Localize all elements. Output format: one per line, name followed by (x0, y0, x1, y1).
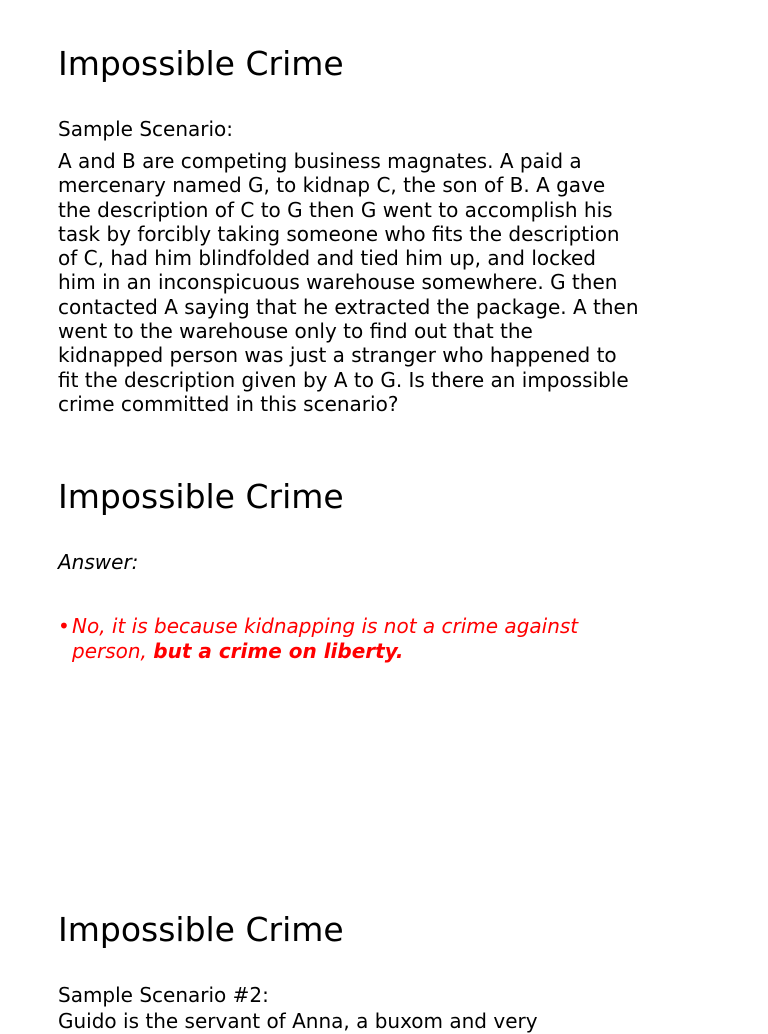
slide-3-title: Impossible Crime (58, 910, 344, 949)
bullet-line-2 (72, 639, 578, 664)
body-line: crime committed in this scenario? (58, 391, 399, 416)
slide-1-body (58, 149, 738, 416)
bullet-line-1: No, it is because kidnapping is not a crime against (72, 614, 579, 638)
answer-bullet (58, 614, 698, 666)
body-line: went to the warehouse only to find out that the (58, 319, 533, 344)
slide-1-title: Impossible Crime (58, 44, 344, 83)
body-line: of C, had him blindfolded and tied him up, and locked (58, 246, 596, 271)
body-line: contacted A saying that he extracted the package. A then (58, 294, 639, 319)
body-line: the description of C to G then G went to accomplish his (58, 197, 613, 222)
body-line: him in an inconspicuous warehouse somewhere. G then (58, 270, 618, 295)
bullet-text (72, 614, 578, 663)
body-line: task by forcibly taking someone who fits the description (58, 221, 620, 246)
answer-label: Answer: (58, 550, 139, 574)
slide-3-partial-line: Guido is the servant of Anna, a buxom and very (58, 1009, 538, 1033)
bullet-line-2-emphasis: but a crime on liberty. (153, 638, 404, 663)
bullet-marker: • (58, 614, 70, 638)
bullet-line-2-regular: person, (72, 638, 154, 663)
slide-1-subtitle: Sample Scenario: (58, 117, 234, 141)
body-line: kidnapped person was just a stranger who happened to (58, 343, 617, 368)
body-line: mercenary named G, to kidnap C, the son of B. A gave (58, 173, 606, 198)
body-line: fit the description given by A to G. Is there an impossible (58, 367, 629, 392)
slide-2-title: Impossible Crime (58, 477, 344, 516)
body-line: A and B are competing business magnates. A paid a (58, 149, 582, 173)
slide-3-subtitle: Sample Scenario #2: (58, 983, 269, 1007)
